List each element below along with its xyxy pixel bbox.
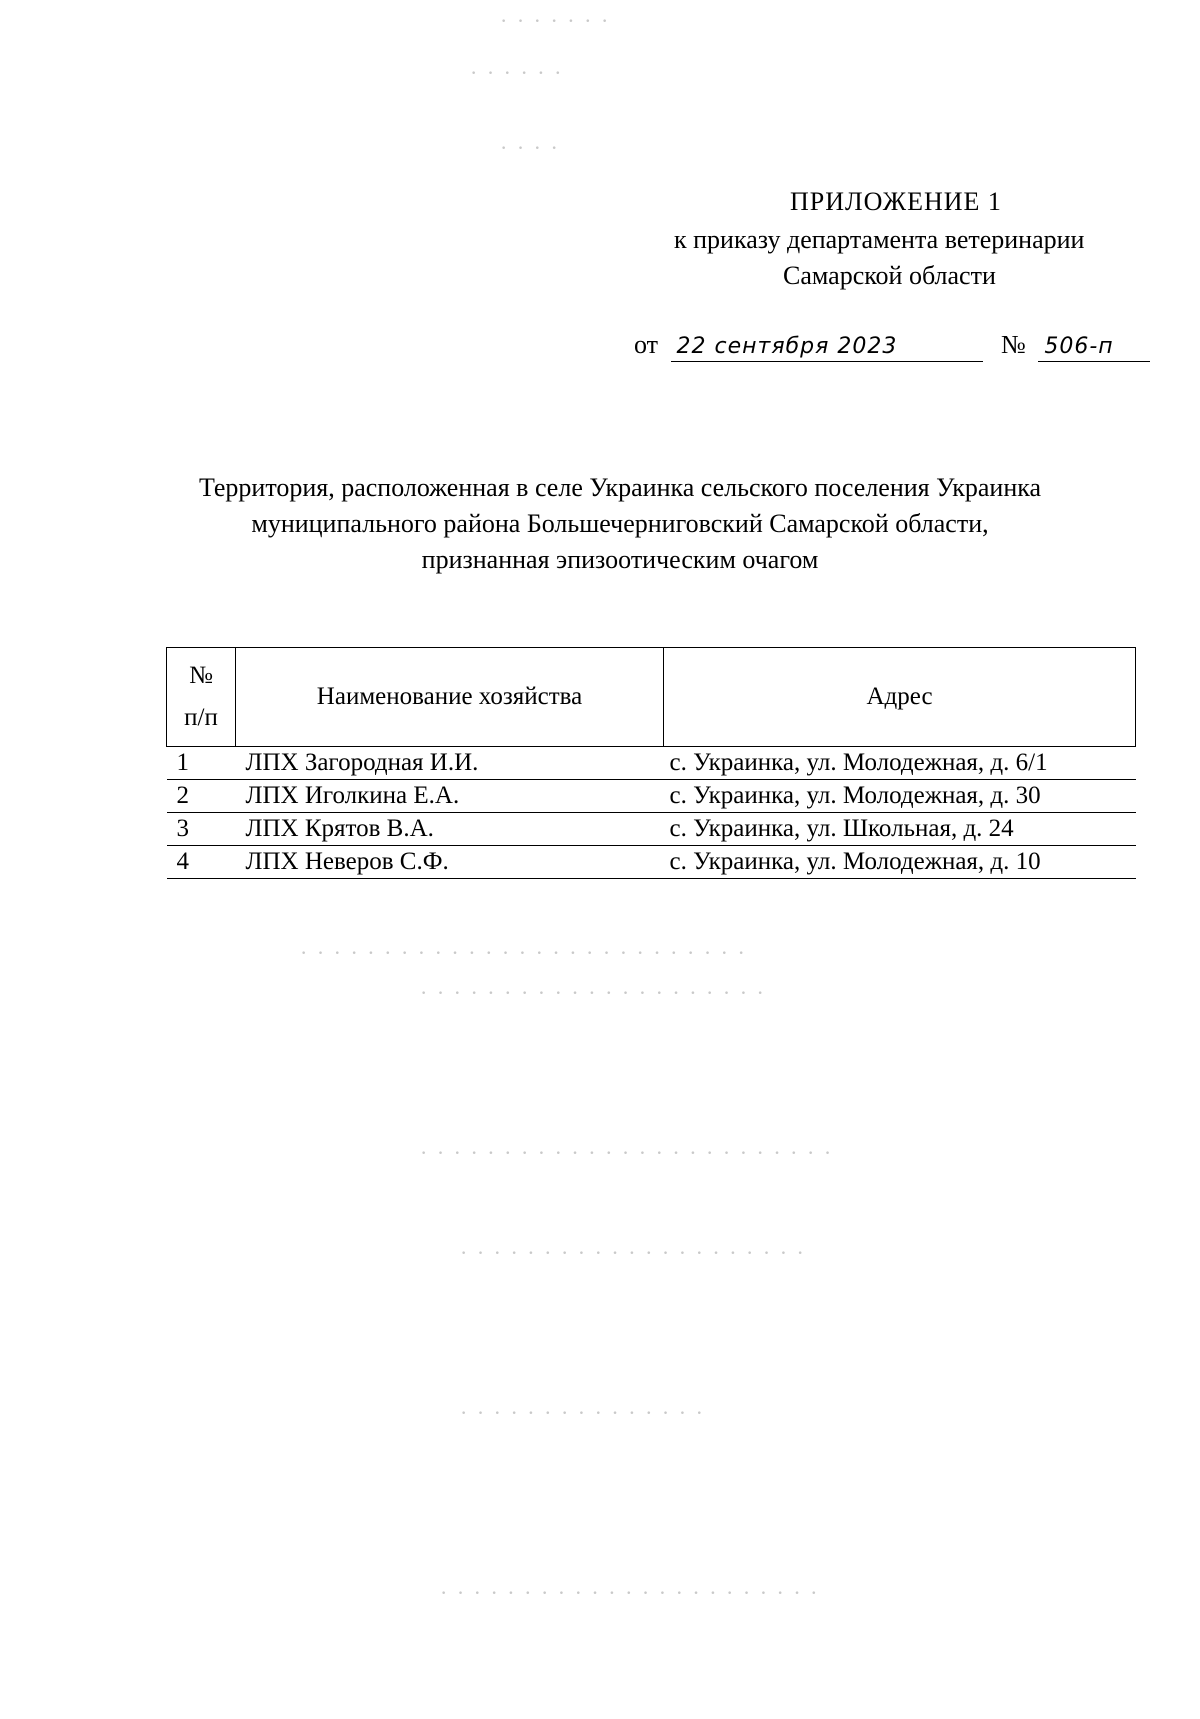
bleed-through-mark: · · · · · · · · · · · · · · · · · · · · · · · · · <box>420 1140 834 1165</box>
bleed-through-mark: · · · · · · · · · · · · · · · <box>460 1400 705 1425</box>
heading-line: муниципального района Большечерниговский Самарской области, <box>251 509 989 538</box>
header-address: Адрес <box>664 648 1136 747</box>
order-from-label: от <box>634 330 659 359</box>
bleed-through-mark: · · · · <box>500 135 560 160</box>
table-header-row <box>167 648 1136 747</box>
table-row <box>167 747 1136 780</box>
bleed-through-mark: · · · · · · · · · · · · · · · · · · · · · <box>460 1240 806 1265</box>
header-number <box>167 648 236 747</box>
row-number: 1 <box>167 747 236 780</box>
annex-region-line: Самарской области <box>783 261 996 290</box>
bleed-through-mark: · · · · · · <box>470 60 564 85</box>
heading-line: Территория, расположенная в селе Украинка сельского поселения Украинка <box>198 473 1042 502</box>
document-heading <box>120 470 1120 578</box>
order-number-handwritten: 506-п <box>1038 334 1150 362</box>
row-address: с. Украинка, ул. Молодежная, д. 30 <box>664 780 1136 813</box>
header-number-sign: № <box>189 662 213 689</box>
table-row <box>167 846 1136 879</box>
row-address: с. Украинка, ул. Школьная, д. 24 <box>664 813 1136 846</box>
row-farm-name: ЛПХ Крятов В.А. <box>236 813 664 846</box>
annex-reference-line: к приказу департамента ветеринарии <box>674 225 1085 254</box>
bleed-through-mark: · · · · · · · · · · · · · · · · · · · · · <box>420 980 766 1005</box>
row-farm-name: ЛПХ Загородная И.И. <box>236 747 664 780</box>
bleed-through-mark: · · · · · · · · · · · · · · · · · · · · · · · <box>440 1580 820 1605</box>
table-row <box>167 780 1136 813</box>
row-number: 2 <box>167 780 236 813</box>
order-date-handwritten: 22 сентября 2023 <box>671 334 983 362</box>
row-number: 4 <box>167 846 236 879</box>
table-row <box>167 813 1136 846</box>
bleed-through-mark: · · · · · · · <box>500 8 611 33</box>
farms-table <box>166 647 1136 879</box>
header-number-pp: п/п <box>184 704 218 731</box>
row-address: с. Украинка, ул. Молодежная, д. 6/1 <box>664 747 1136 780</box>
order-number-sign: № <box>1001 330 1026 359</box>
heading-line: признанная эпизоотическим очагом <box>421 545 819 574</box>
row-farm-name: ЛПХ Иголкина Е.А. <box>236 780 664 813</box>
row-address: с. Украинка, ул. Молодежная, д. 10 <box>664 846 1136 879</box>
bleed-through-mark: · · · · · · · · · · · · · · · · · · · · · · · · · · · <box>300 940 747 965</box>
row-farm-name: ЛПХ Неверов С.Ф. <box>236 846 664 879</box>
order-reference <box>634 330 1150 362</box>
row-number: 3 <box>167 813 236 846</box>
header-farm-name: Наименование хозяйства <box>236 648 664 747</box>
annex-title: ПРИЛОЖЕНИЕ 1 <box>790 187 1002 216</box>
